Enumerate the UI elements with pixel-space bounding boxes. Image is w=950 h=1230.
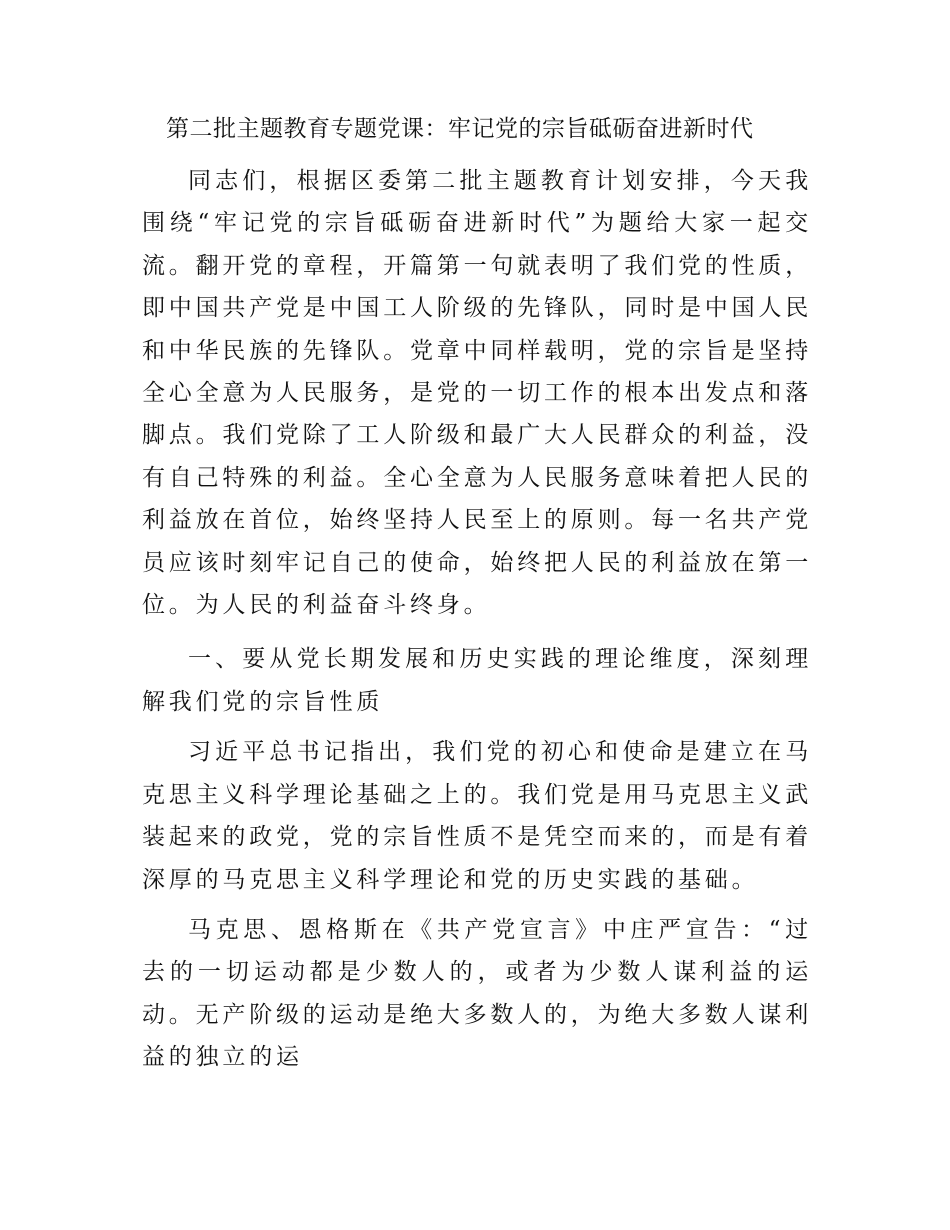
- document-title: 第二批主题教育专题党课：牢记党的宗旨砥砺奋进新时代: [166, 116, 754, 142]
- body-paragraph-1: 习近平总书记指出，我们党的初心和使命是建立在马克思主义科学理论基础之上的。我们党是用马克思主义武装起来的政党，党的宗旨性质不是凭空而来的，而是有着深厚的马克思主义科学理论和党的历史实践的基础。: [142, 739, 812, 893]
- document-body: [142, 110, 812, 1079]
- intro-paragraph: 同志们，根据区委第二批主题教育计划安排，今天我围绕“牢记党的宗旨砥砺奋进新时代”为题给大家一起交流。翻开党的章程，开篇第一句就表明了我们党的性质，即中国共产党是中国工人阶级的先锋队，同时是中国人民和中华民族的先锋队。党章中同样载明，党的宗旨是坚持全心全意为人民服务，是党的一切工作的根本出发点和落脚点。我们党除了工人阶级和最广大人民群众的利益，没有自己特殊的利益。全心全意为人民服务意味着把人民的利益放在首位，始终坚持人民至上的原则。每一名共产党员应该时刻牢记自己的使命，始终把人民的利益放在第一位。为人民的利益奋斗终身。: [142, 168, 812, 619]
- body-paragraph-2: 马克思、恩格斯在《共产党宣言》中庄严宣告：“过去的一切运动都是少数人的，或者为少数人谋利益的运动。无产阶级的运动是绝大多数人的，为绝大多数人谋利益的独立的运: [142, 916, 812, 1071]
- section-heading-1: 一、要从党长期发展和历史实践的理论维度，深刻理解我们党的宗旨性质: [142, 646, 812, 715]
